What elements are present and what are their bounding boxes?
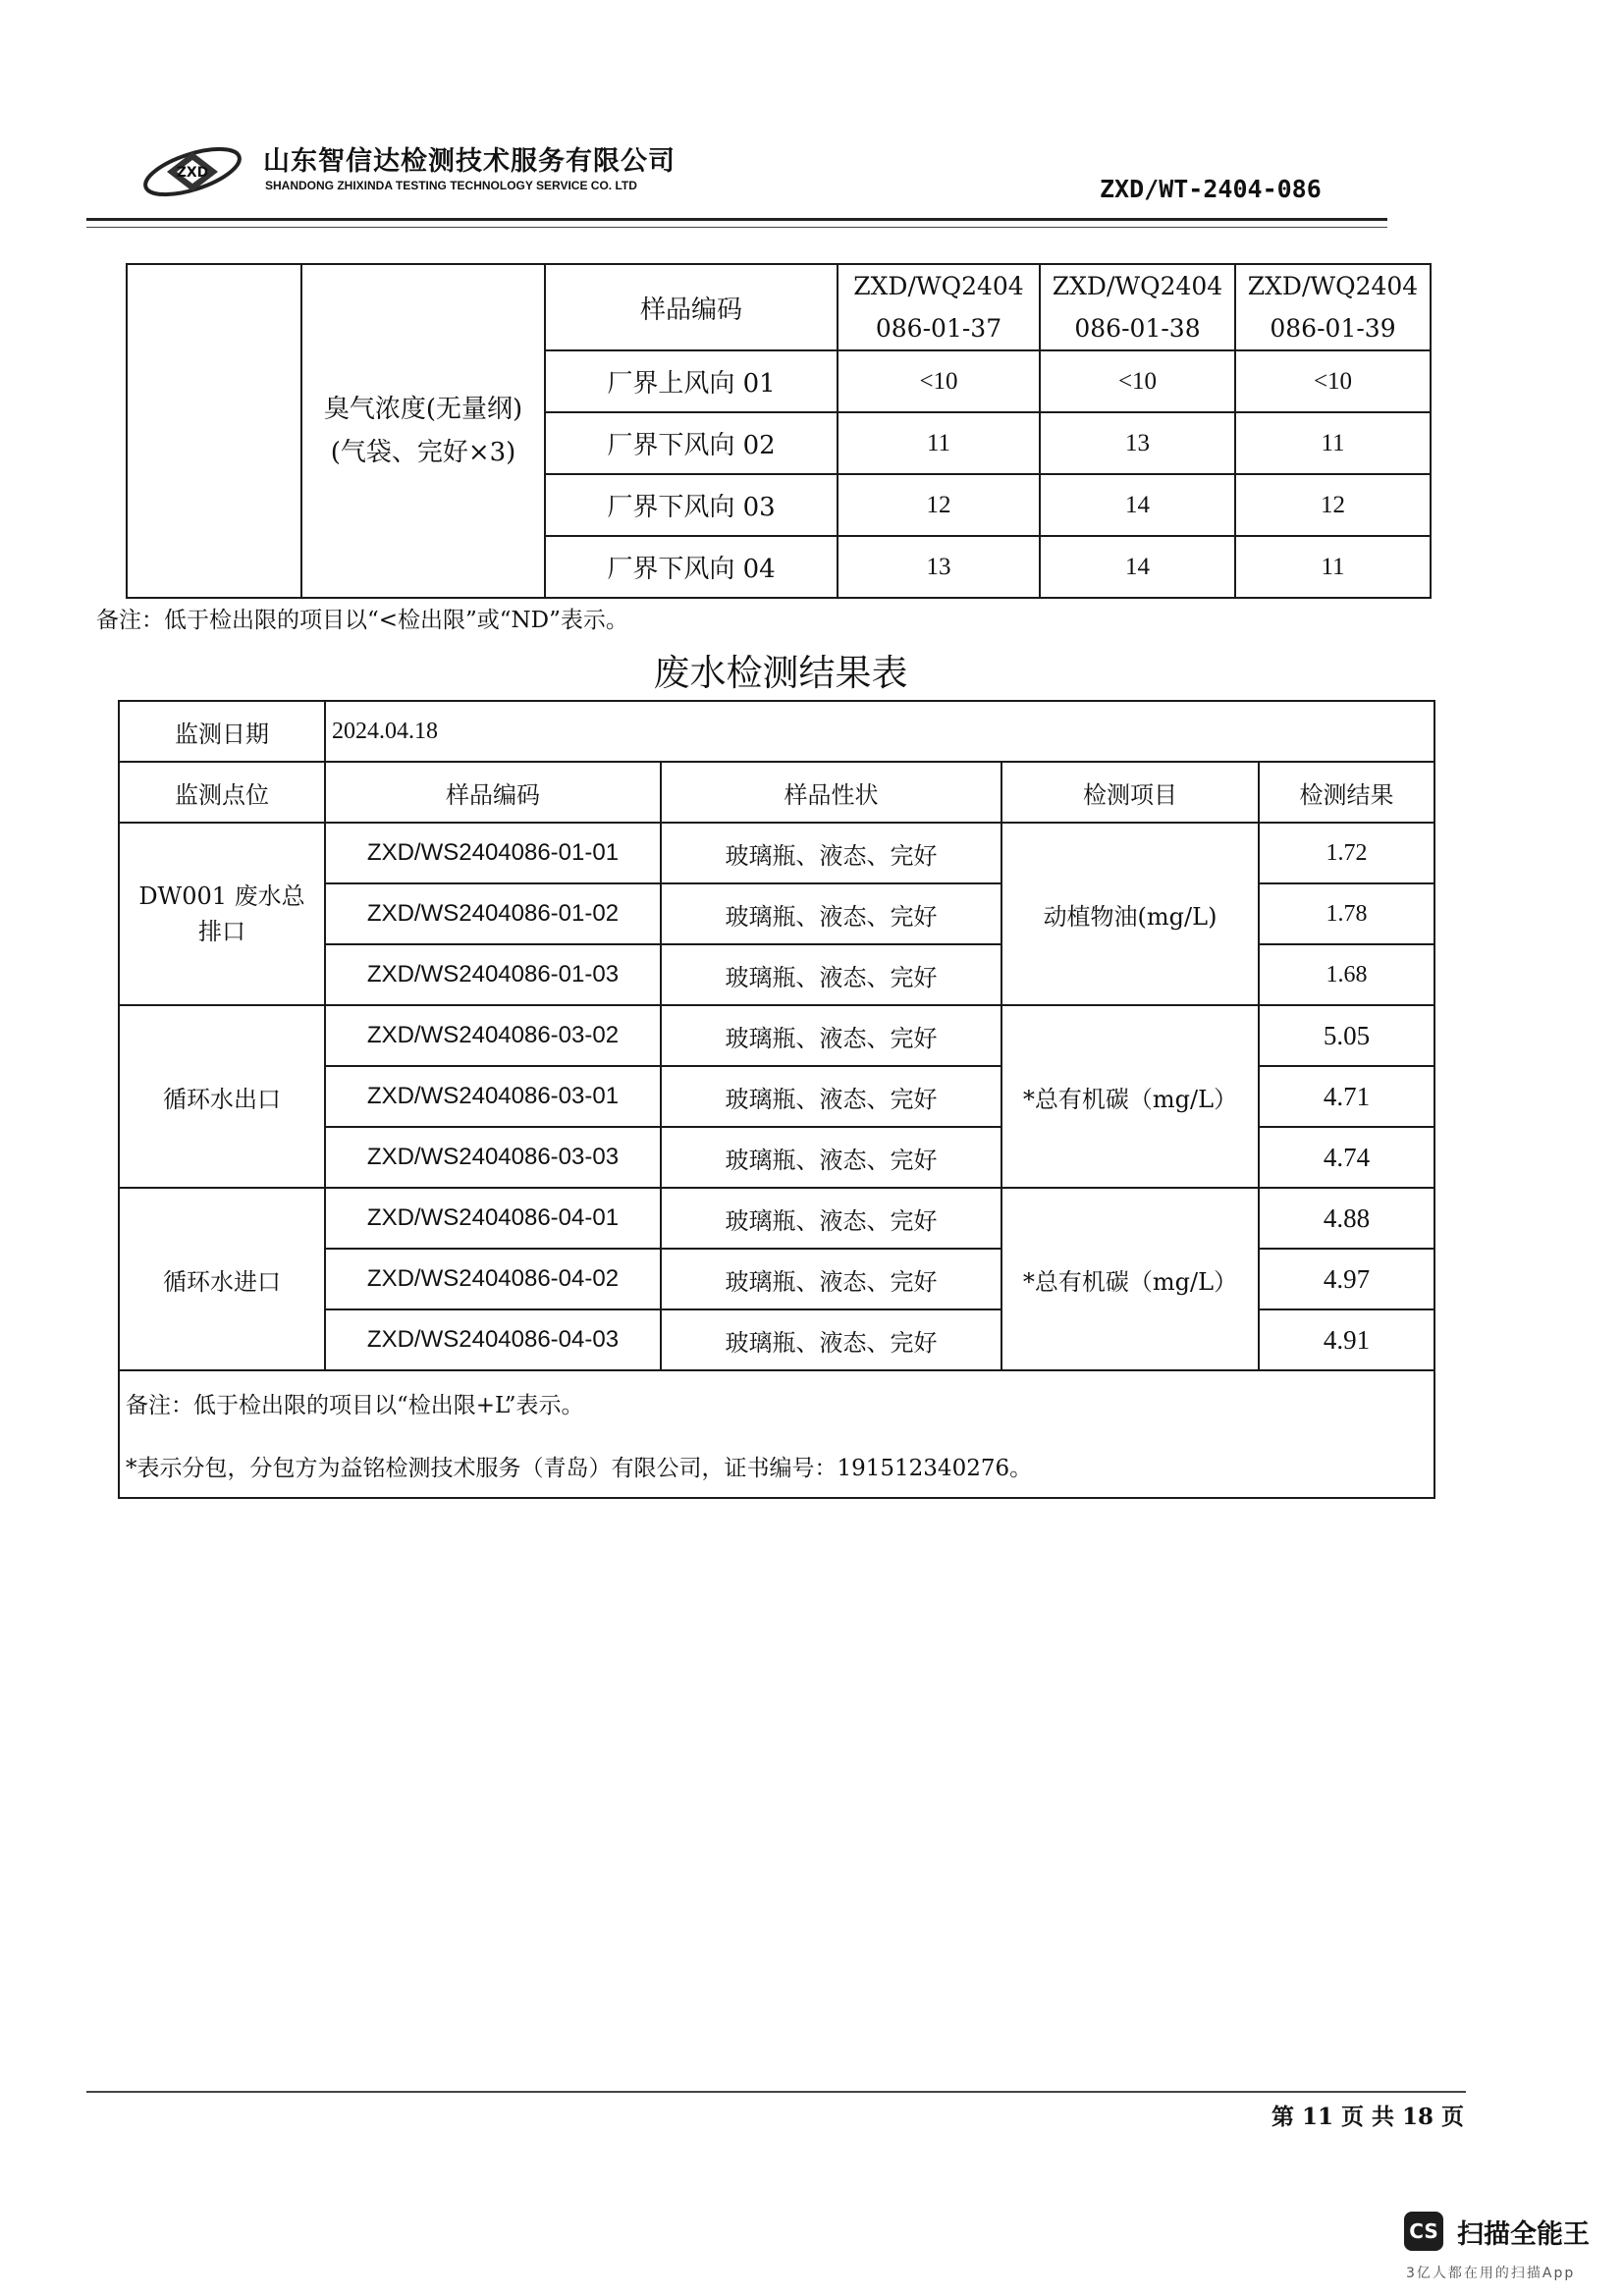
- test-result: 4.97: [1259, 1249, 1434, 1309]
- test-item: *总有机碳（mg/L）: [1001, 1005, 1259, 1188]
- wastewater-title: 废水检测结果表: [653, 652, 908, 694]
- sample-code: ZXD/WS2404086-04-03: [325, 1309, 661, 1370]
- header-state: 样品性状: [661, 762, 1001, 823]
- odor-note: 备注：低于检出限的项目以“<检出限”或“ND”表示。: [96, 608, 628, 633]
- odor-value: <10: [838, 350, 1040, 412]
- odor-value: <10: [1040, 350, 1235, 412]
- odor-value: 12: [1235, 474, 1431, 536]
- odor-value: 13: [1040, 412, 1235, 474]
- sample-state: 玻璃瓶、液态、完好: [661, 1066, 1001, 1127]
- sample-state: 玻璃瓶、液态、完好: [661, 1249, 1001, 1309]
- header-result: 检测结果: [1259, 762, 1434, 823]
- odor-value: 14: [1040, 474, 1235, 536]
- test-result: 4.71: [1259, 1066, 1434, 1127]
- header-rule: [86, 218, 1387, 221]
- odor-point: 厂界下风向 04: [545, 536, 838, 598]
- svg-text:ZXD: ZXD: [176, 165, 209, 181]
- sample-state: 玻璃瓶、液态、完好: [661, 1005, 1001, 1066]
- test-item: 动植物油(mg/L): [1001, 823, 1259, 1005]
- monitoring-point: 循环水出口: [119, 1005, 325, 1188]
- company-name-en: SHANDONG ZHIXINDA TESTING TECHNOLOGY SERVICE CO. LTD: [265, 179, 637, 192]
- header-item: 检测项目: [1001, 762, 1259, 823]
- odor-blank-cell: [127, 264, 301, 598]
- document-number: ZXD/WT-2404-086: [1100, 175, 1322, 203]
- odor-param-label: 臭气浓度(无量纲)(气袋、完好×3): [301, 264, 545, 598]
- date-value: 2024.04.18: [325, 701, 1434, 762]
- odor-point: 厂界下风向 02: [545, 412, 838, 474]
- sample-code: ZXD/WS2404086-01-01: [325, 823, 661, 883]
- odor-value: 12: [838, 474, 1040, 536]
- test-result: 4.91: [1259, 1309, 1434, 1370]
- odor-value: 11: [1235, 412, 1431, 474]
- sample-code: ZXD/WS2404086-04-02: [325, 1249, 661, 1309]
- odor-value: 14: [1040, 536, 1235, 598]
- odor-value: 13: [838, 536, 1040, 598]
- company-logo: [137, 133, 247, 209]
- camscanner-tagline: 3亿人都在用的扫描App: [1406, 2266, 1576, 2281]
- sample-state: 玻璃瓶、液态、完好: [661, 1188, 1001, 1249]
- sample-code: ZXD/WS2404086-01-03: [325, 944, 661, 1005]
- sample-code: ZXD/WS2404086-04-01: [325, 1188, 661, 1249]
- date-label: 监测日期: [119, 701, 325, 762]
- table-row: [119, 823, 1434, 883]
- odor-code-1: ZXD/WQ2404 086-01-37: [838, 264, 1040, 350]
- odor-value: <10: [1235, 350, 1431, 412]
- table-header-row: [119, 762, 1434, 823]
- wastewater-table: [118, 700, 1435, 1499]
- header-code: 样品编码: [325, 762, 661, 823]
- sample-code: ZXD/WS2404086-03-02: [325, 1005, 661, 1066]
- sample-state: 玻璃瓶、液态、完好: [661, 883, 1001, 944]
- camscanner-icon: CS: [1404, 2212, 1443, 2251]
- test-result: 4.74: [1259, 1127, 1434, 1188]
- test-item: *总有机碳（mg/L）: [1001, 1188, 1259, 1370]
- odor-point: 厂界下风向 03: [545, 474, 838, 536]
- camscanner-name: 扫描全能王: [1457, 2219, 1590, 2250]
- table-row: [119, 1188, 1434, 1249]
- sample-state: 玻璃瓶、液态、完好: [661, 1127, 1001, 1188]
- header-rule-thin: [86, 227, 1387, 228]
- test-result: 1.72: [1259, 823, 1434, 883]
- odor-sample-code-label: 样品编码: [545, 264, 838, 350]
- test-result: 1.78: [1259, 883, 1434, 944]
- header-point: 监测点位: [119, 762, 325, 823]
- sample-code: ZXD/WS2404086-03-01: [325, 1066, 661, 1127]
- test-result: 5.05: [1259, 1005, 1434, 1066]
- footer-rule: [86, 2091, 1466, 2093]
- sample-code: ZXD/WS2404086-03-03: [325, 1127, 661, 1188]
- odor-value: 11: [838, 412, 1040, 474]
- sample-code: ZXD/WS2404086-01-02: [325, 883, 661, 944]
- odor-table: [126, 263, 1432, 599]
- odor-point: 厂界上风向 01: [545, 350, 838, 412]
- wastewater-note: 备注：低于检出限的项目以“检出限+L”表示。: [119, 1370, 1434, 1434]
- odor-value: 11: [1235, 536, 1431, 598]
- sample-state: 玻璃瓶、液态、完好: [661, 944, 1001, 1005]
- page-number: 第 11 页 共 18 页: [1271, 2104, 1465, 2130]
- sample-state: 玻璃瓶、液态、完好: [661, 823, 1001, 883]
- subcontract-note: *表示分包，分包方为益铭检测技术服务（青岛）有限公司，证书编号：191512340276。: [119, 1434, 1434, 1498]
- table-row: [119, 1005, 1434, 1066]
- odor-code-3: ZXD/WQ2404 086-01-39: [1235, 264, 1431, 350]
- test-result: 1.68: [1259, 944, 1434, 1005]
- odor-code-2: ZXD/WQ2404 086-01-38: [1040, 264, 1235, 350]
- monitoring-point: 循环水进口: [119, 1188, 325, 1370]
- test-result: 4.88: [1259, 1188, 1434, 1249]
- sample-state: 玻璃瓶、液态、完好: [661, 1309, 1001, 1370]
- monitoring-point: DW001 废水总排口: [119, 823, 325, 1005]
- company-name-cn: 山东智信达检测技术服务有限公司: [263, 146, 676, 177]
